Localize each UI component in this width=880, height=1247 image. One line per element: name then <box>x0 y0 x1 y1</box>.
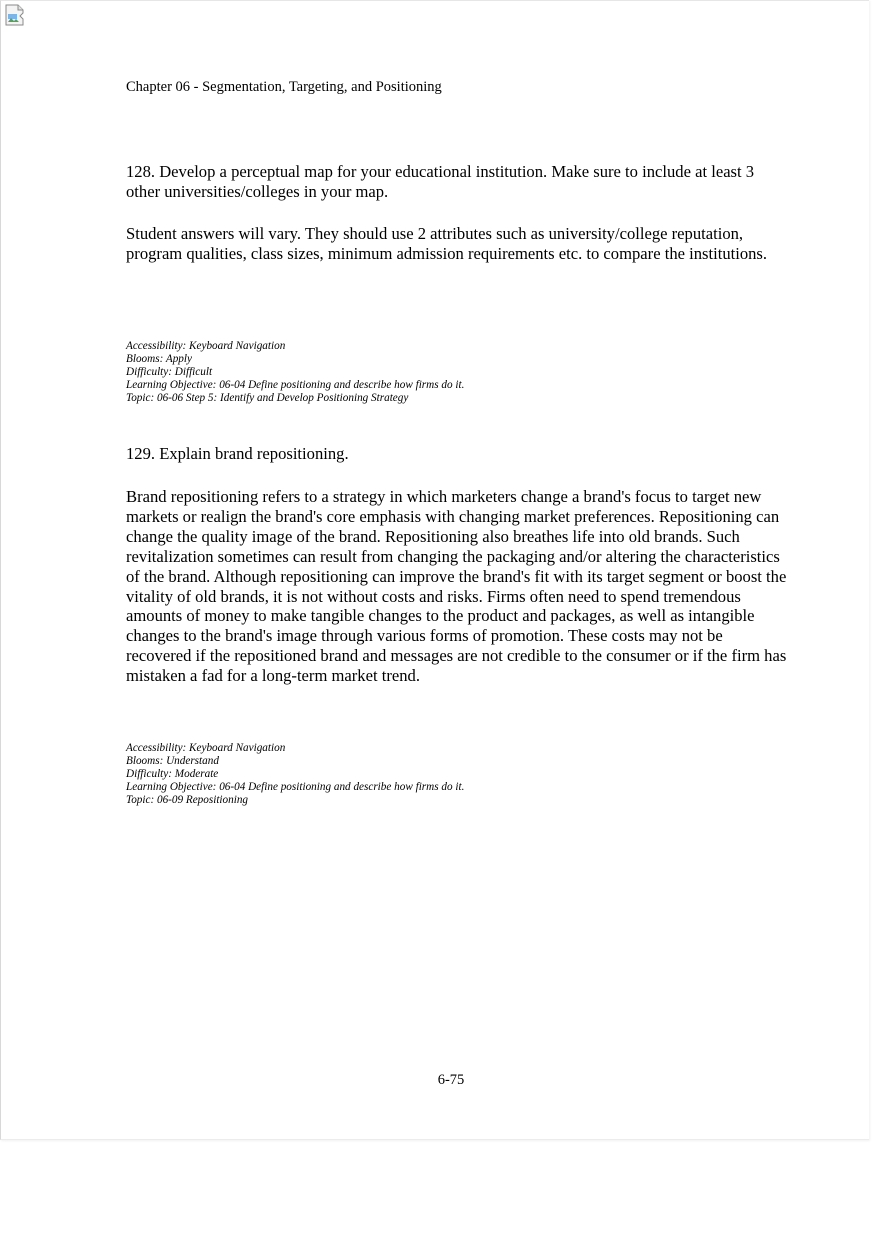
meta-blooms: Blooms: Apply <box>126 353 192 366</box>
answer-129: Brand repositioning refers to a strategy in which marketers change a brand's focus to target new markets or realign the brand's core emphasis with changing market preferences. Repositioning can change the quality image of the brand. Repositioning also breathes life into old brands. Such revitalization sometimes can result from changing the packaging and/or altering the characteristics of the brand. Although repositioning can improve the brand's fit with its target segment or boost the vitality of old brands, it is not without costs and risks. Firms often need to spend tremendous amounts of money to make tangible changes to the product and packages, as well as intangible changes to the brand's image through various forms of promotion. These costs may not be recovered if the repositioned brand and messages are not credible to the consumer or if the firm has mistaken a fad for a long-term market trend. <box>126 487 787 686</box>
meta-learning-objective: Learning Objective: 06-04 Define positioning and describe how firms do it. <box>126 781 465 794</box>
metadata-129 <box>126 742 464 807</box>
meta-learning-objective: Learning Objective: 06-04 Define positioning and describe how firms do it. <box>126 379 465 392</box>
meta-accessibility: Accessibility: Keyboard Navigation <box>126 742 286 754</box>
meta-difficulty: Difficulty: Moderate <box>126 768 219 781</box>
meta-accessibility: Accessibility: Keyboard Navigation <box>126 340 286 352</box>
broken-image-icon <box>4 4 26 26</box>
meta-blooms: Blooms: Understand <box>126 755 219 768</box>
meta-topic: Topic: 06-09 Repositioning <box>126 794 249 807</box>
question-129: 129. Explain brand repositioning. <box>126 444 349 463</box>
page-number: 6-75 <box>437 1072 465 1088</box>
answer-128: Student answers will vary. They should use 2 attributes such as university/college reputation, program qualities, class sizes, minimum admission requirements etc. to compare the institutions. <box>126 224 768 263</box>
chapter-header: Chapter 06 - Segmentation, Targeting, and Positioning <box>126 79 442 95</box>
meta-topic: Topic: 06-06 Step 5: Identify and Develop Positioning Strategy <box>126 392 409 405</box>
metadata-128 <box>126 340 464 405</box>
question-128: 128. Develop a perceptual map for your educational institution. Make sure to include at least 3 other universities/colleges in your map. <box>126 162 755 201</box>
meta-difficulty: Difficulty: Difficult <box>126 366 213 379</box>
